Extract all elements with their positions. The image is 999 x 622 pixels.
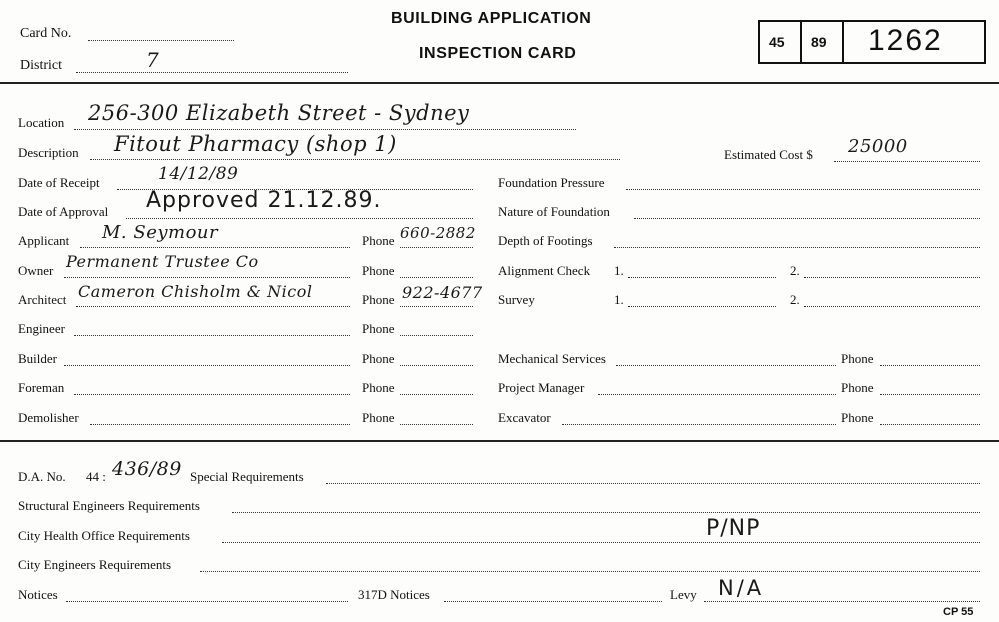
engineer-label: Engineer [18, 321, 65, 336]
excavator-label: Excavator [498, 410, 551, 425]
notices-label: Notices [18, 587, 58, 602]
district-label: District [20, 58, 62, 73]
owner-value: Permanent Trustee Co [66, 252, 259, 271]
card-number: 1262 [868, 24, 943, 57]
card-number-b: 89 [811, 34, 827, 50]
foundation-pressure-label: Foundation Pressure [498, 175, 605, 190]
district-field [76, 72, 348, 73]
survey-field-1 [628, 306, 776, 307]
card-number-a: 45 [769, 34, 785, 50]
date-receipt-value: 14/12/89 [158, 164, 239, 184]
da-no-prefix: 44 : [86, 469, 106, 484]
owner-phone-label: Phone [362, 263, 395, 278]
card-title-line2: INSPECTION CARD [419, 45, 577, 62]
engineer-field [74, 335, 350, 336]
district-value: 7 [146, 48, 160, 72]
nature-foundation-field [634, 218, 980, 219]
levy-field [704, 601, 980, 602]
alignment-check-label: Alignment Check [498, 263, 591, 278]
foreman-phone-field [400, 394, 473, 395]
foreman-phone-label: Phone [362, 380, 395, 395]
demolisher-phone-label: Phone [362, 410, 395, 425]
card-number-box [758, 20, 986, 64]
project-manager-phone-field [880, 394, 980, 395]
location-value: 256-300 Elizabeth Street - Sydney [88, 101, 470, 125]
notices-field [66, 601, 348, 602]
applicant-label: Applicant [18, 233, 70, 248]
description-value: Fitout Pharmacy (shop 1) [114, 132, 397, 156]
levy-value: N/A [718, 576, 765, 600]
project-manager-phone-label: Phone [841, 380, 874, 395]
structural-requirements-label: Structural Engineers Requirements [18, 498, 200, 513]
da-no-value: 436/89 [112, 458, 182, 480]
health-requirements-label: City Health Office Requirements [18, 528, 190, 543]
da-no-label: D.A. No. [18, 469, 66, 484]
alignment-check-num-1: 1. [614, 263, 624, 278]
foundation-pressure-field [626, 189, 980, 190]
depth-footings-label: Depth of Footings [498, 233, 593, 248]
structural-requirements-field [232, 512, 980, 513]
excavator-field [562, 424, 836, 425]
mechanical-services-label: Mechanical Services [498, 351, 606, 366]
survey-label: Survey [498, 292, 535, 307]
section-divider [0, 440, 999, 442]
city-engineers-field [200, 571, 980, 572]
engineer-phone-label: Phone [362, 321, 395, 336]
applicant-phone-label: Phone [362, 233, 395, 248]
architect-field [76, 306, 350, 307]
foreman-label: Foreman [18, 380, 65, 395]
health-requirements-value: P/NP [706, 516, 761, 541]
description-label: Description [18, 145, 79, 160]
special-requirements-label: Special Requirements [190, 469, 304, 484]
alignment-check-field-2 [804, 277, 980, 278]
depth-footings-field [614, 247, 980, 248]
mechanical-services-field [616, 365, 836, 366]
date-approval-field [126, 218, 473, 219]
architect-value: Cameron Chisholm & Nicol [78, 282, 313, 301]
mechanical-phone-label: Phone [841, 351, 874, 366]
architect-phone-value: 922-4677 [402, 283, 483, 302]
levy-label: Levy [670, 587, 697, 602]
owner-label: Owner [18, 263, 54, 278]
date-approval-value: Approved 21.12.89. [146, 188, 382, 213]
excavator-phone-field [880, 424, 980, 425]
applicant-phone-field [400, 247, 473, 248]
notices-317d-label: 317D Notices [358, 587, 430, 602]
builder-field [64, 365, 350, 366]
builder-phone-label: Phone [362, 351, 395, 366]
excavator-phone-label: Phone [841, 410, 874, 425]
survey-num-1: 1. [614, 292, 624, 307]
survey-num-2: 2. [790, 292, 800, 307]
project-manager-label: Project Manager [498, 380, 585, 395]
location-field [74, 129, 576, 130]
notices-317d-field [444, 601, 662, 602]
card-title-line1: BUILDING APPLICATION [391, 10, 592, 27]
header-divider [0, 82, 999, 84]
foreman-field [74, 394, 350, 395]
owner-field [64, 277, 350, 278]
alignment-check-num-2: 2. [790, 263, 800, 278]
description-field [90, 159, 620, 160]
health-requirements-field [222, 542, 980, 543]
special-requirements-field [326, 483, 980, 484]
architect-phone-label: Phone [362, 292, 395, 307]
date-approval-label: Date of Approval [18, 204, 109, 219]
mechanical-phone-field [880, 365, 980, 366]
project-manager-field [598, 394, 836, 395]
applicant-field [80, 247, 350, 248]
engineer-phone-field [400, 335, 473, 336]
demolisher-phone-field [400, 424, 473, 425]
card-no-field [88, 40, 234, 41]
applicant-phone-value: 660-2882 [400, 224, 476, 242]
date-receipt-label: Date of Receipt [18, 175, 100, 190]
architect-phone-field [400, 306, 473, 307]
location-label: Location [18, 115, 65, 130]
architect-label: Architect [18, 292, 67, 307]
estimated-cost-field [834, 161, 980, 162]
alignment-check-field-1 [628, 277, 776, 278]
demolisher-field [90, 424, 350, 425]
card-no-label: Card No. [20, 26, 72, 41]
survey-field-2 [804, 306, 980, 307]
builder-label: Builder [18, 351, 57, 366]
estimated-cost-label: Estimated Cost $ [724, 147, 813, 162]
estimated-cost-value: 25000 [848, 136, 908, 157]
demolisher-label: Demolisher [18, 410, 79, 425]
form-code: CP 55 [943, 606, 974, 618]
city-engineers-label: City Engineers Requirements [18, 557, 172, 572]
builder-phone-field [400, 365, 473, 366]
owner-phone-field [400, 277, 473, 278]
nature-foundation-label: Nature of Foundation [498, 204, 610, 219]
applicant-value: M. Seymour [102, 222, 219, 243]
